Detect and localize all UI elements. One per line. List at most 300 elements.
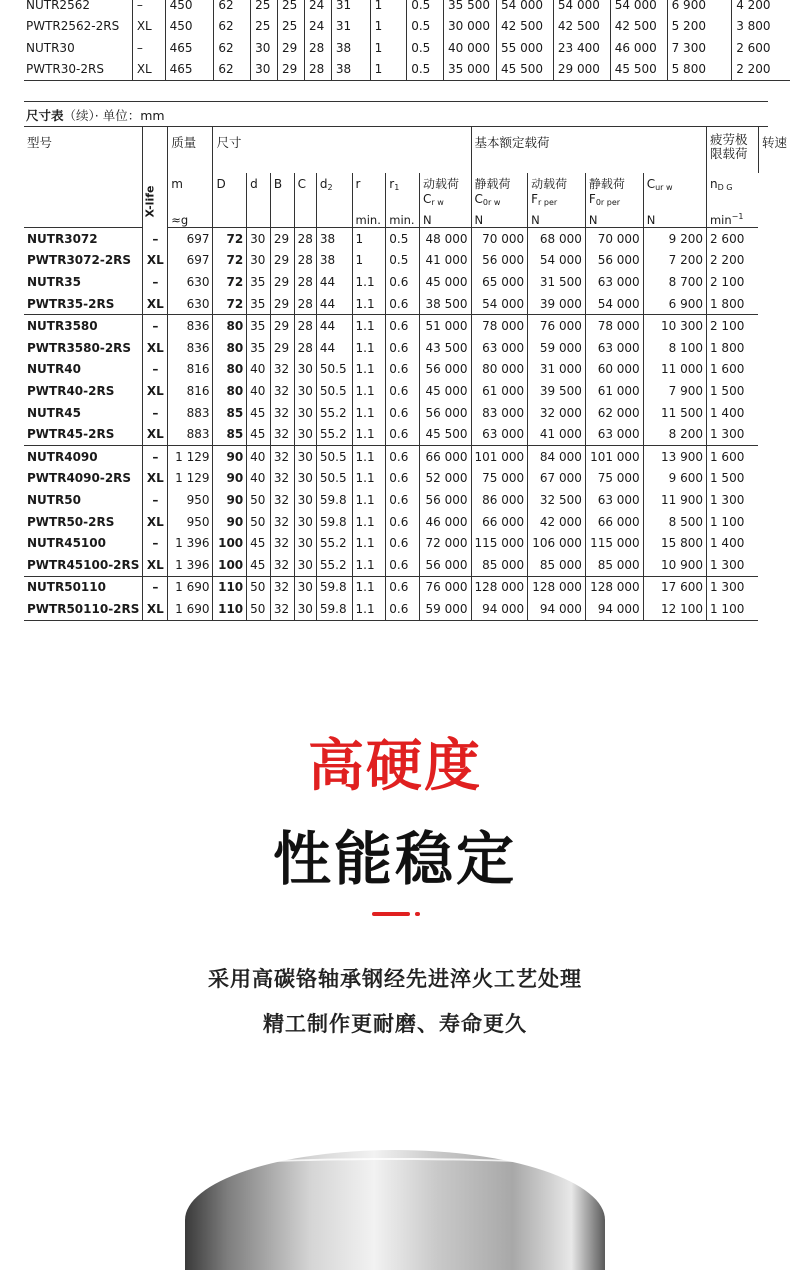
header-r1-sym: r — [389, 177, 395, 191]
cell-f0rper: 54 000 — [610, 0, 667, 16]
cell-d: 35 — [247, 337, 271, 359]
cell-x: XL — [143, 293, 168, 315]
cell-D: 62 — [214, 37, 251, 59]
unit-speed-base: min — [709, 213, 732, 227]
cell-r1: 0.6 — [386, 554, 420, 576]
header-ndg-sub: D G — [717, 183, 733, 192]
table-row — [24, 402, 790, 424]
cell-d: 50 — [247, 511, 271, 533]
cell-frper: 76 000 — [528, 315, 586, 337]
cell-frper: 31 500 — [528, 271, 586, 293]
cell-m: 816 — [168, 380, 213, 402]
cell-m: 816 — [168, 359, 213, 381]
cell-d2: 55.2 — [316, 423, 352, 445]
table-row — [24, 445, 790, 467]
cell-C: 24 — [304, 0, 331, 16]
cell-d2: 59.8 — [316, 598, 352, 620]
cell-d: 50 — [247, 598, 271, 620]
cell-C: 30 — [294, 554, 316, 576]
cell-r: 1.1 — [352, 337, 386, 359]
cell-C: 30 — [294, 468, 316, 490]
cell-m: 450 — [165, 0, 214, 16]
cell-frper: 106 000 — [528, 532, 586, 554]
header-r: r — [352, 173, 386, 211]
header-ndg-sym: n — [709, 177, 718, 191]
cell-frper: 39 000 — [528, 293, 586, 315]
cell-r1: 0.6 — [386, 380, 420, 402]
cell-curw: 11 900 — [643, 489, 706, 511]
cell-crw: 46 000 — [419, 511, 471, 533]
cell-d2: 55.2 — [316, 532, 352, 554]
promo-description-line-2: 精工制作更耐磨、寿命更久 — [263, 1012, 527, 1036]
cell-B: 25 — [278, 0, 305, 16]
cell-D: 90 — [213, 489, 247, 511]
table-row — [24, 489, 790, 511]
cell-c0rw: 83 000 — [471, 402, 528, 424]
cell-B: 32 — [270, 511, 294, 533]
cell-frper: 42 000 — [528, 511, 586, 533]
cell-d2: 31 — [331, 16, 370, 38]
cell-ndg: 1 500 — [706, 380, 758, 402]
cell-f0rper: 56 000 — [585, 250, 643, 272]
cell-crw: 43 500 — [419, 337, 471, 359]
cell-c0rw: 115 000 — [471, 532, 528, 554]
cell-C: 28 — [294, 271, 316, 293]
cell-r1: 0.6 — [386, 271, 420, 293]
cell-r1: 0.6 — [386, 337, 420, 359]
unit-d — [247, 211, 271, 228]
cell-d2: 44 — [316, 271, 352, 293]
cell-f0rper: 61 000 — [585, 380, 643, 402]
cell-m: 950 — [168, 511, 213, 533]
cell-ndg: 1 100 — [706, 511, 758, 533]
cell-f0rper: 66 000 — [585, 511, 643, 533]
cell-model: NUTR4090 — [27, 449, 98, 464]
cell-f0rper: 54 000 — [585, 293, 643, 315]
header-mass-unit: ≈g — [168, 211, 213, 228]
cell-D: 72 — [213, 271, 247, 293]
cell-d: 35 — [247, 293, 271, 315]
cell-ndg: 3 800 — [732, 16, 790, 38]
table-row — [24, 59, 790, 81]
cell-model: PWTR45-2RS — [24, 423, 143, 445]
cell-frper: 41 000 — [528, 423, 586, 445]
cell-curw: 15 800 — [643, 532, 706, 554]
cell-C: 30 — [294, 445, 316, 467]
table-row — [24, 271, 790, 293]
cell-x: – — [143, 532, 168, 554]
cell-B: 32 — [270, 598, 294, 620]
cell-D: 80 — [213, 315, 247, 337]
promo-divider-dot — [415, 912, 420, 916]
cell-r: 1.1 — [352, 532, 386, 554]
cell-d: 40 — [247, 445, 271, 467]
table-row — [24, 337, 790, 359]
cell-B: 29 — [270, 228, 294, 250]
cell-f0rper: 60 000 — [585, 359, 643, 381]
table-row — [24, 423, 790, 445]
cell-model: NUTR50 — [27, 492, 81, 507]
cell-d2: 59.8 — [316, 511, 352, 533]
cell-ndg: 2 200 — [706, 250, 758, 272]
table-row — [24, 250, 790, 272]
header-crw-sub: r w — [431, 198, 444, 207]
header-basic-load: 基本额定载荷 — [471, 127, 706, 173]
cell-frper: 128 000 — [528, 576, 586, 598]
cell-m: 465 — [165, 59, 214, 81]
cell-B: 29 — [278, 59, 305, 81]
table-caption — [26, 106, 165, 124]
cell-C: 30 — [294, 359, 316, 381]
cell-curw: 11 000 — [643, 359, 706, 381]
cell-c0rw: 65 000 — [471, 271, 528, 293]
cell-d: 45 — [247, 532, 271, 554]
cell-d: 35 — [247, 271, 271, 293]
cell-c0rw: 55 000 — [496, 37, 553, 59]
table-header — [24, 127, 790, 228]
cell-d: 30 — [251, 59, 278, 81]
cell-f0rper: 75 000 — [585, 468, 643, 490]
promo-title: 高硬度 — [308, 734, 482, 799]
table-caption-unit: （续）· 单位：mm — [63, 108, 165, 123]
cell-x: XL — [143, 337, 168, 359]
cell-c0rw: 70 000 — [471, 228, 528, 250]
cell-f0rper: 128 000 — [585, 576, 643, 598]
cell-r1: 0.6 — [386, 468, 420, 490]
cell-m: 883 — [168, 423, 213, 445]
unit-B — [270, 211, 294, 228]
header-dimensions: 尺寸 — [213, 127, 471, 173]
cell-B: 32 — [270, 468, 294, 490]
cell-B: 32 — [270, 554, 294, 576]
header-m: m — [168, 173, 213, 211]
cell-ndg: 1 400 — [706, 532, 758, 554]
cell-m: 630 — [168, 293, 213, 315]
cell-ndg: 2 100 — [706, 271, 758, 293]
cell-D: 85 — [213, 402, 247, 424]
cell-c0rw: 42 500 — [496, 16, 553, 38]
cell-c0rw: 63 000 — [471, 337, 528, 359]
cell-C: 28 — [294, 228, 316, 250]
cell-B: 29 — [270, 337, 294, 359]
table-row — [24, 511, 790, 533]
header-curw-sym: C — [646, 177, 656, 191]
cell-x: XL — [132, 16, 165, 38]
cell-c0rw: 66 000 — [471, 511, 528, 533]
cell-f0rper: 115 000 — [585, 532, 643, 554]
cell-crw: 52 000 — [419, 468, 471, 490]
cell-m: 883 — [168, 402, 213, 424]
cell-model: PWTR50110-2RS — [24, 598, 143, 620]
cell-r1: 0.6 — [386, 489, 420, 511]
cell-B: 32 — [270, 402, 294, 424]
cell-B: 29 — [278, 37, 305, 59]
cell-r: 1.1 — [352, 489, 386, 511]
cell-crw: 41 000 — [419, 250, 471, 272]
table-row — [24, 293, 790, 315]
cell-m: 465 — [165, 37, 214, 59]
cell-r1: 0.5 — [407, 16, 444, 38]
cell-r: 1.1 — [352, 423, 386, 445]
cell-D: 62 — [214, 0, 251, 16]
cell-x: – — [143, 359, 168, 381]
cell-d2: 55.2 — [316, 554, 352, 576]
cell-D: 80 — [213, 337, 247, 359]
cell-x: – — [132, 0, 165, 16]
cell-f0rper: 63 000 — [585, 271, 643, 293]
cell-f0rper: 101 000 — [585, 445, 643, 467]
cell-m: 1 129 — [168, 445, 213, 467]
cell-C: 28 — [294, 250, 316, 272]
cell-c0rw: 94 000 — [471, 598, 528, 620]
cell-r: 1 — [352, 250, 386, 272]
cell-f0rper: 70 000 — [585, 228, 643, 250]
cell-C: 30 — [294, 423, 316, 445]
header-curw — [643, 173, 706, 211]
cell-f0rper: 42 500 — [610, 16, 667, 38]
promo-description-line-1: 采用高碳铬轴承钢经先进淬火工艺处理 — [208, 967, 582, 991]
cell-crw: 45 500 — [419, 423, 471, 445]
cell-curw: 6 900 — [643, 293, 706, 315]
cell-frper: 42 500 — [553, 16, 610, 38]
cell-B: 29 — [270, 315, 294, 337]
unit-frper: N — [528, 211, 586, 228]
header-D: D — [213, 173, 247, 211]
cell-d: 45 — [247, 402, 271, 424]
cell-D: 72 — [213, 228, 247, 250]
cell-d: 25 — [251, 16, 278, 38]
cell-curw: 8 100 — [643, 337, 706, 359]
cell-d: 45 — [247, 423, 271, 445]
cell-D: 72 — [213, 250, 247, 272]
cell-crw: 38 500 — [419, 293, 471, 315]
cell-f0rper: 63 000 — [585, 337, 643, 359]
cell-d: 50 — [247, 489, 271, 511]
header-d2-sym: d — [319, 177, 328, 191]
cell-curw: 17 600 — [643, 576, 706, 598]
table-caption-title: 尺寸表 — [26, 108, 64, 123]
cell-x: XL — [143, 468, 168, 490]
cell-x: – — [143, 228, 168, 250]
unit-r-min: min. — [352, 211, 386, 228]
cell-m: 1 396 — [168, 532, 213, 554]
cell-d2: 50.5 — [316, 380, 352, 402]
cell-model: NUTR45 — [27, 405, 81, 420]
promo-divider — [372, 912, 410, 916]
unit-r1-min: min. — [386, 211, 420, 228]
cell-B: 25 — [278, 16, 305, 38]
cell-ndg: 1 500 — [706, 468, 758, 490]
cell-x: XL — [132, 59, 165, 81]
cell-crw: 59 000 — [419, 598, 471, 620]
cell-x: XL — [143, 380, 168, 402]
cell-ndg: 2 100 — [706, 315, 758, 337]
cell-m: 836 — [168, 315, 213, 337]
cell-m: 630 — [168, 271, 213, 293]
cell-ndg: 1 400 — [706, 402, 758, 424]
cell-r: 1 — [370, 0, 407, 16]
cell-d2: 59.8 — [316, 576, 352, 598]
header-curw-sub: ur w — [655, 183, 673, 192]
cell-curw: 8 200 — [643, 423, 706, 445]
cell-m: 1 129 — [168, 468, 213, 490]
cell-model: NUTR3580 — [27, 319, 98, 334]
cell-B: 29 — [270, 271, 294, 293]
cell-r: 1.1 — [352, 380, 386, 402]
cell-curw: 12 100 — [643, 598, 706, 620]
cell-crw: 76 000 — [419, 576, 471, 598]
cell-r: 1.1 — [352, 359, 386, 381]
unit-C — [294, 211, 316, 228]
header-dynamic-crw-label: 动载荷 — [422, 177, 459, 191]
cell-curw: 7 900 — [643, 380, 706, 402]
cell-frper: 32 000 — [528, 402, 586, 424]
cell-f0rper: 85 000 — [585, 554, 643, 576]
cell-D: 80 — [213, 359, 247, 381]
cell-d: 40 — [247, 380, 271, 402]
header-xlife — [143, 127, 168, 228]
header-d2-sub: 2 — [327, 183, 333, 192]
cell-B: 29 — [270, 250, 294, 272]
cell-d2: 38 — [316, 250, 352, 272]
cell-crw: 35 000 — [444, 59, 497, 81]
cell-f0rper: 94 000 — [585, 598, 643, 620]
header-dynamic-crw — [419, 173, 471, 211]
cell-model: PWTR50-2RS — [27, 514, 115, 529]
cell-frper: 94 000 — [528, 598, 586, 620]
cell-model: PWTR35-2RS — [24, 293, 143, 315]
header-C: C — [294, 173, 316, 211]
cell-curw: 8 500 — [643, 511, 706, 533]
header-r1-sub: 1 — [394, 183, 400, 192]
cell-x: – — [143, 315, 168, 337]
cell-ndg: 1 600 — [706, 445, 758, 467]
header-d: d — [247, 173, 271, 211]
table-row — [24, 315, 790, 337]
cell-model: PWTR3580-2RS — [27, 340, 132, 355]
header-static-f0rper-label: 静载荷 — [588, 177, 625, 191]
cell-c0rw: 101 000 — [471, 445, 528, 467]
cell-d: 25 — [251, 0, 278, 16]
cell-r: 1.1 — [352, 293, 386, 315]
unit-speed-sup: −1 — [731, 212, 744, 221]
cell-c0rw: 54 000 — [496, 0, 553, 16]
cell-ndg: 4 200 — [732, 0, 790, 16]
header-model-blank-2 — [24, 211, 143, 228]
header-model: 型号 — [27, 135, 53, 150]
cell-curw: 10 900 — [643, 554, 706, 576]
cell-frper: 84 000 — [528, 445, 586, 467]
header-fatigue-limit: 疲劳极限载荷 — [706, 127, 758, 173]
unit-speed — [706, 211, 758, 228]
cell-model: PWTR4090-2RS — [27, 471, 132, 486]
cell-x: XL — [143, 250, 168, 272]
cell-d2: 38 — [331, 59, 370, 81]
table-row — [24, 598, 790, 620]
cell-model: NUTR50110 — [27, 580, 106, 595]
dimension-table — [24, 127, 790, 621]
header-frper-sub: r per — [538, 198, 558, 207]
cell-D: 100 — [213, 554, 247, 576]
cell-C: 28 — [294, 293, 316, 315]
cell-model: PWTR2562-2RS — [26, 19, 120, 34]
unit-d2 — [316, 211, 352, 228]
cell-c0rw: 56 000 — [471, 250, 528, 272]
cell-r: 1.1 — [352, 576, 386, 598]
table-row — [24, 576, 790, 598]
header-crw-sym: C — [422, 192, 432, 206]
cell-x: XL — [143, 554, 168, 576]
caption-top-rule — [24, 101, 768, 102]
header-f0rper-sub: 0r per — [595, 198, 621, 207]
cell-frper: 32 500 — [528, 489, 586, 511]
cell-f0rper: 45 500 — [610, 59, 667, 81]
cell-x: – — [143, 489, 168, 511]
cell-model: PWTR3072-2RS — [27, 253, 132, 268]
cell-r1: 0.5 — [386, 228, 420, 250]
cell-m: 450 — [165, 16, 214, 38]
cell-r1: 0.6 — [386, 532, 420, 554]
cell-B: 32 — [270, 532, 294, 554]
cell-C: 30 — [294, 380, 316, 402]
promo-subtitle: 性能稳定 — [272, 825, 517, 893]
cell-frper: 54 000 — [528, 250, 586, 272]
cell-r1: 0.6 — [386, 576, 420, 598]
cell-D: 110 — [213, 576, 247, 598]
cell-D: 90 — [213, 445, 247, 467]
cell-x: – — [143, 445, 168, 467]
cell-r: 1 — [370, 16, 407, 38]
cell-curw: 9 600 — [643, 468, 706, 490]
unit-curw: N — [643, 211, 706, 228]
cell-D: 62 — [214, 59, 251, 81]
cell-r1: 0.6 — [386, 511, 420, 533]
cell-crw: 66 000 — [419, 445, 471, 467]
cell-r1: 0.5 — [386, 250, 420, 272]
header-d2 — [316, 173, 352, 211]
cell-d2: 44 — [316, 293, 352, 315]
cell-crw: 56 000 — [419, 554, 471, 576]
cell-r1: 0.6 — [386, 293, 420, 315]
table-row — [24, 37, 790, 59]
cell-C: 28 — [294, 337, 316, 359]
cell-f0rper: 62 000 — [585, 402, 643, 424]
cell-ndg: 1 300 — [706, 554, 758, 576]
cell-r: 1 — [370, 37, 407, 59]
cell-d2: 55.2 — [316, 402, 352, 424]
cell-crw: 56 000 — [419, 489, 471, 511]
bearing-product-rim — [195, 1158, 595, 1172]
cell-model: NUTR30 — [26, 40, 75, 55]
cell-C: 28 — [304, 59, 331, 81]
cell-ndg: 1 800 — [706, 337, 758, 359]
cell-frper: 31 000 — [528, 359, 586, 381]
cell-r1: 0.6 — [386, 598, 420, 620]
table-row — [24, 359, 790, 381]
cell-curw: 7 300 — [667, 37, 732, 59]
cell-crw: 56 000 — [419, 359, 471, 381]
cell-C: 30 — [294, 511, 316, 533]
cell-r: 1.1 — [352, 271, 386, 293]
cell-r1: 0.5 — [407, 0, 444, 16]
cell-frper: 39 500 — [528, 380, 586, 402]
cell-r: 1.1 — [352, 468, 386, 490]
cell-model: PWTR40-2RS — [27, 383, 115, 398]
cell-model: NUTR3072 — [27, 231, 98, 246]
cell-f0rper: 78 000 — [585, 315, 643, 337]
cell-frper: 59 000 — [528, 337, 586, 359]
cell-model: PWTR45100-2RS — [24, 554, 143, 576]
